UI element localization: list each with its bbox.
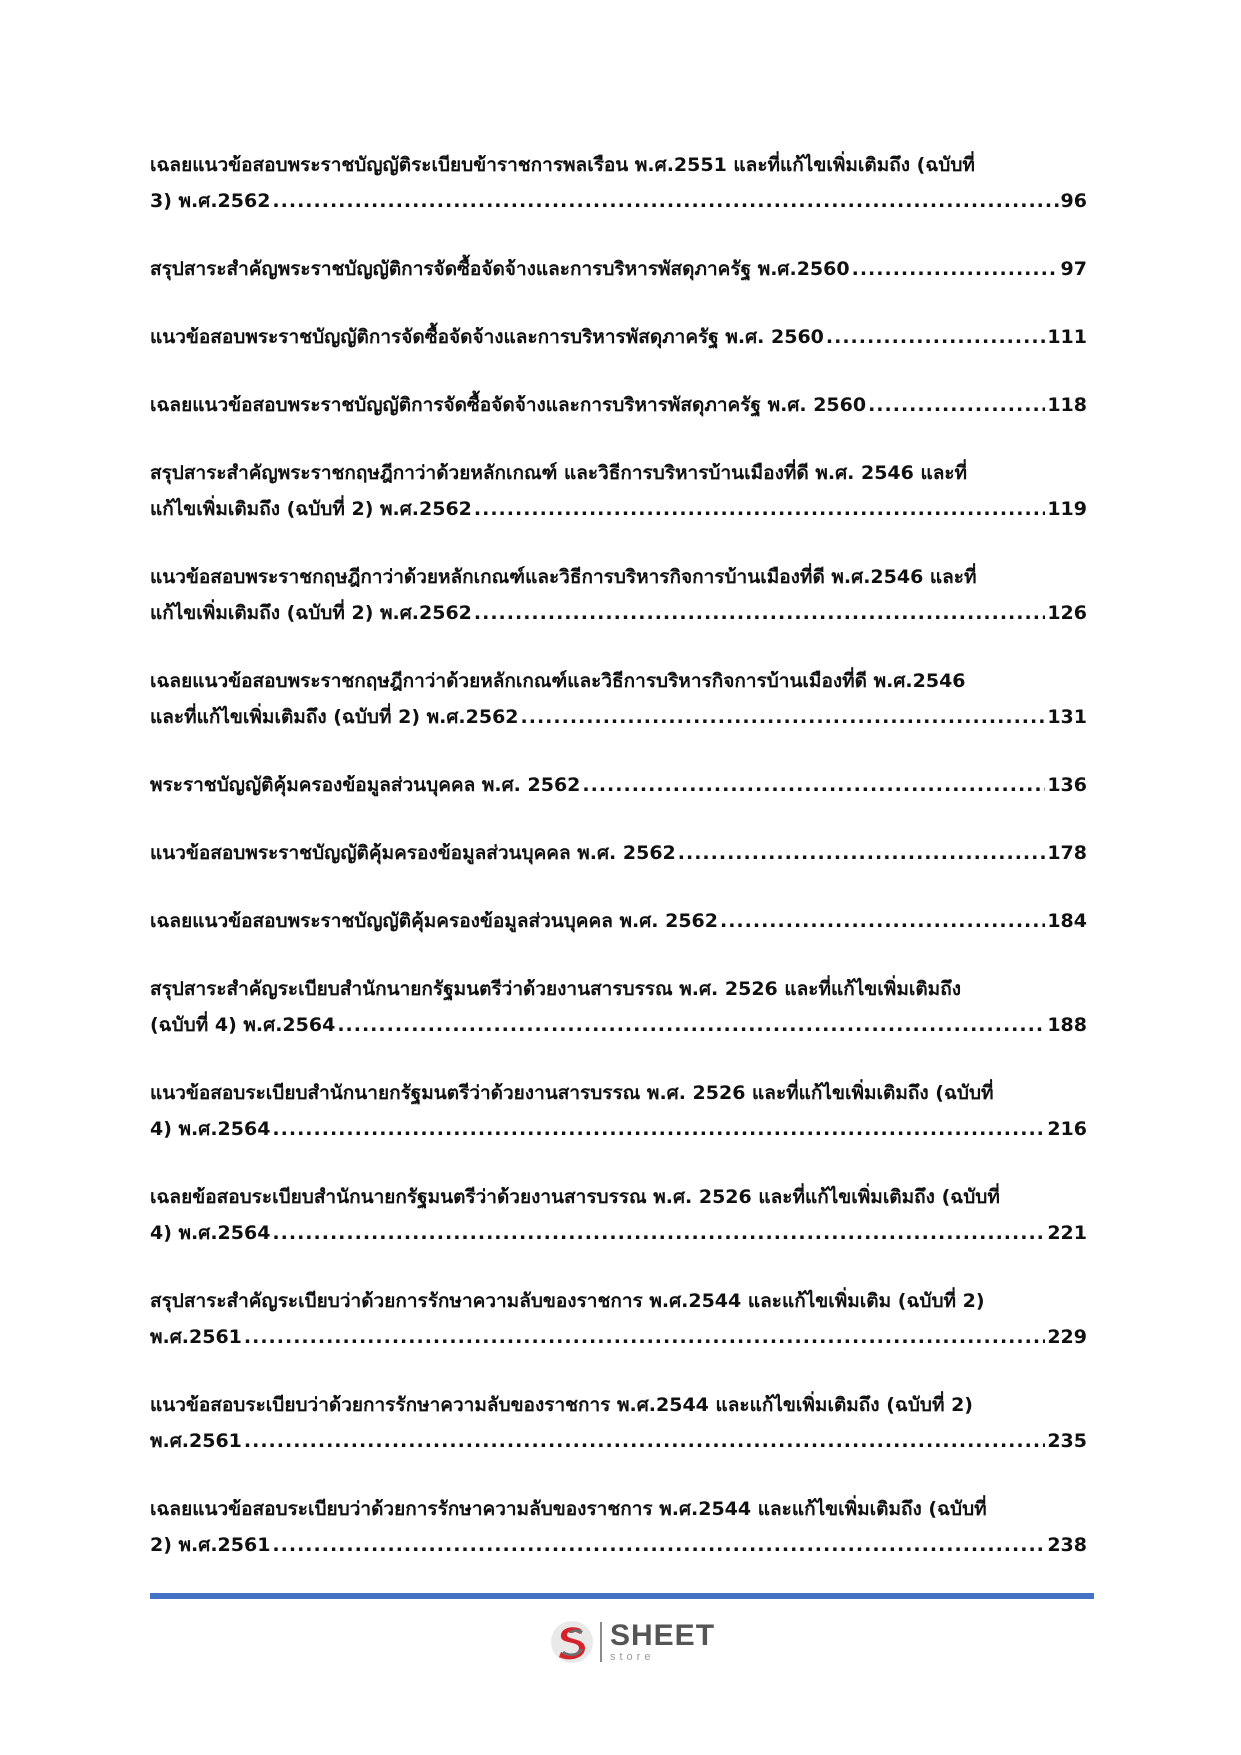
toc-entry-leader-line xyxy=(150,251,1087,287)
toc-entry-title-line: พ.ศ.2561 xyxy=(150,1326,242,1348)
dot-leader xyxy=(272,1527,1045,1563)
toc-entry-title-line: เฉลยแนวข้อสอบพระราชบัญญัติการจัดซื้อจัดจ้างและการบริหารพัสดุภาครัฐ พ.ศ. 2560 xyxy=(150,394,867,416)
dot-leader xyxy=(337,1007,1045,1043)
toc-entry-title-line: (ฉบับที่ 4) พ.ศ.2564 xyxy=(150,1014,336,1036)
toc-entry[interactable] xyxy=(150,455,1087,527)
toc-page-number: 111 xyxy=(1047,326,1087,348)
toc-page-number: 119 xyxy=(1047,498,1087,520)
toc-entry-title-line: พ.ศ.2561 xyxy=(150,1430,242,1452)
dot-leader xyxy=(868,387,1045,423)
toc-entry[interactable] xyxy=(150,387,1087,423)
toc-entry-leader-line xyxy=(150,1215,1087,1251)
toc-entry-title-line: 3) พ.ศ.2562 xyxy=(150,190,271,212)
toc-entry-leader-line xyxy=(150,1111,1087,1147)
toc-entry-leader-line xyxy=(150,1319,1087,1355)
toc-entry-title-line: แนวข้อสอบพระราชบัญญัติการจัดซื้อจัดจ้างและการบริหารพัสดุภาครัฐ พ.ศ. 2560 xyxy=(150,326,824,348)
toc-entry-leader-line xyxy=(150,491,1087,527)
toc-entry-leader-line xyxy=(150,1007,1087,1043)
toc-entry-title-line: เฉลยแนวข้อสอบระเบียบว่าด้วยการรักษาความลับของราชการ พ.ศ.2544 และแก้ไขเพิ่มเติมถึง (ฉบับที่ xyxy=(150,1498,987,1520)
toc-page-number: 118 xyxy=(1047,394,1087,416)
toc-entry-leader-line xyxy=(150,387,1087,423)
dot-leader xyxy=(272,1111,1045,1147)
toc-entry[interactable] xyxy=(150,559,1087,631)
toc-entry[interactable] xyxy=(150,147,1087,219)
toc-entry-title-line: เฉลยแนวข้อสอบพระราชกฤษฎีกาว่าด้วยหลักเกณฑ์และวิธีการบริหารกิจการบ้านเมืองที่ดี พ.ศ.2546 xyxy=(150,670,966,692)
toc-page-number: 136 xyxy=(1047,774,1087,796)
toc-page-number: 235 xyxy=(1047,1430,1087,1452)
toc-page-number: 216 xyxy=(1047,1118,1087,1140)
toc-entry[interactable] xyxy=(150,251,1087,287)
toc-page-number: 184 xyxy=(1047,910,1087,932)
toc-entry-leader-line xyxy=(150,183,1087,219)
toc-entry[interactable] xyxy=(150,1491,1087,1563)
toc-entry[interactable] xyxy=(150,1387,1087,1459)
toc-page-number: 188 xyxy=(1047,1014,1087,1036)
toc-entry-title-line: เฉลยข้อสอบระเบียบสำนักนายกรัฐมนตรีว่าด้วยงานสารบรรณ พ.ศ. 2526 และที่แก้ไขเพิ่มเติมถึง (ฉบับที่ xyxy=(150,1186,1000,1208)
dot-leader xyxy=(244,1423,1045,1459)
toc-entry-leader-line xyxy=(150,1423,1087,1459)
sheet-store-s-logo-icon xyxy=(548,1618,596,1666)
toc-entry[interactable] xyxy=(150,1075,1087,1147)
toc-entry-title-line: แนวข้อสอบพระราชบัญญัติคุ้มครองข้อมูลส่วนบุคคล พ.ศ. 2562 xyxy=(150,842,676,864)
toc-entry-title-line: สรุปสาระสำคัญพระราชกฤษฎีกาว่าด้วยหลักเกณฑ์ และวิธีการบริหารบ้านเมืองที่ดี พ.ศ. 2546 และที่ xyxy=(150,462,968,484)
toc-entry-leader-line xyxy=(150,767,1087,803)
toc-entry-title-line: แก้ไขเพิ่มเติมถึง (ฉบับที่ 2) พ.ศ.2562 xyxy=(150,498,472,520)
toc-entry-leader-line xyxy=(150,699,1087,735)
logo-main-text: SHEET xyxy=(610,1619,716,1652)
dot-leader xyxy=(272,1215,1045,1251)
toc-page-number: 126 xyxy=(1047,602,1087,624)
dot-leader xyxy=(272,183,1058,219)
dot-leader xyxy=(852,251,1059,287)
toc-page-number: 97 xyxy=(1060,258,1087,280)
toc-entry[interactable] xyxy=(150,835,1087,871)
toc-entry-leader-line xyxy=(150,319,1087,355)
toc-entry-title-line: 2) พ.ศ.2561 xyxy=(150,1534,271,1556)
toc-entry-title-line: เฉลยแนวข้อสอบพระราชบัญญัติคุ้มครองข้อมูลส่วนบุคคล พ.ศ. 2562 xyxy=(150,910,718,932)
toc-entry[interactable] xyxy=(150,1179,1087,1251)
toc-entry-title-line: แนวข้อสอบระเบียบสำนักนายกรัฐมนตรีว่าด้วยงานสารบรรณ พ.ศ. 2526 และที่แก้ไขเพิ่มเติมถึง (ฉบับที่ xyxy=(150,1082,994,1104)
toc-entry-title-line: พระราชบัญญัติคุ้มครองข้อมูลส่วนบุคคล พ.ศ. 2562 xyxy=(150,774,581,796)
toc-entry[interactable] xyxy=(150,319,1087,355)
toc-page-number: 131 xyxy=(1047,706,1087,728)
toc-entry[interactable] xyxy=(150,663,1087,735)
toc-entry-title-line: และที่แก้ไขเพิ่มเติมถึง (ฉบับที่ 2) พ.ศ.2562 xyxy=(150,706,519,728)
toc-entry[interactable] xyxy=(150,1283,1087,1355)
footer-divider xyxy=(150,1593,1094,1599)
dot-leader xyxy=(521,699,1046,735)
table-of-contents xyxy=(150,147,1087,1595)
toc-entry-title-line: เฉลยแนวข้อสอบพระราชบัญญัติระเบียบข้าราชการพลเรือน พ.ศ.2551 และที่แก้ไขเพิ่มเติมถึง (ฉบับที่ xyxy=(150,154,975,176)
toc-entry-title-line: สรุปสาระสำคัญพระราชบัญญัติการจัดซื้อจัดจ้างและการบริหารพัสดุภาครัฐ พ.ศ.2560 xyxy=(150,258,850,280)
toc-entry-title-line: 4) พ.ศ.2564 xyxy=(150,1222,271,1244)
toc-entry[interactable] xyxy=(150,767,1087,803)
dot-leader xyxy=(826,319,1045,355)
dot-leader xyxy=(582,767,1045,803)
dot-leader xyxy=(720,903,1045,939)
toc-entry-title-line: 4) พ.ศ.2564 xyxy=(150,1118,271,1140)
toc-page-number: 221 xyxy=(1047,1222,1087,1244)
logo-divider xyxy=(600,1622,602,1662)
toc-entry-title-line: สรุปสาระสำคัญระเบียบว่าด้วยการรักษาความลับของราชการ พ.ศ.2544 และแก้ไขเพิ่มเติม (ฉบับที่ 2) xyxy=(150,1290,985,1312)
dot-leader xyxy=(474,491,1045,527)
toc-entry-title-line: แนวข้อสอบระเบียบว่าด้วยการรักษาความลับของราชการ พ.ศ.2544 และแก้ไขเพิ่มเติมถึง (ฉบับที่ 2) xyxy=(150,1394,973,1416)
toc-entry[interactable] xyxy=(150,971,1087,1043)
toc-entry-leader-line xyxy=(150,835,1087,871)
toc-entry[interactable] xyxy=(150,903,1087,939)
toc-page-number: 96 xyxy=(1060,190,1087,212)
logo-sub-text: store xyxy=(610,1651,655,1663)
dot-leader xyxy=(244,1319,1045,1355)
toc-entry-title-line: สรุปสาระสำคัญระเบียบสำนักนายกรัฐมนตรีว่าด้วยงานสารบรรณ พ.ศ. 2526 และที่แก้ไขเพิ่มเติมถึง xyxy=(150,978,961,1000)
toc-page-number: 238 xyxy=(1047,1534,1087,1556)
toc-entry-leader-line xyxy=(150,595,1087,631)
toc-page-number: 229 xyxy=(1047,1326,1087,1348)
logo-wordmark xyxy=(610,1621,715,1663)
dot-leader xyxy=(474,595,1045,631)
toc-page-number: 178 xyxy=(1047,842,1087,864)
toc-entry-leader-line xyxy=(150,1527,1087,1563)
dot-leader xyxy=(678,835,1046,871)
toc-entry-leader-line xyxy=(150,903,1087,939)
toc-entry-title-line: แก้ไขเพิ่มเติมถึง (ฉบับที่ 2) พ.ศ.2562 xyxy=(150,602,472,624)
sheet-store-logo xyxy=(548,1616,715,1668)
toc-entry-title-line: แนวข้อสอบพระราชกฤษฎีกาว่าด้วยหลักเกณฑ์และวิธีการบริหารกิจการบ้านเมืองที่ดี พ.ศ.2546 และที่ xyxy=(150,566,977,588)
